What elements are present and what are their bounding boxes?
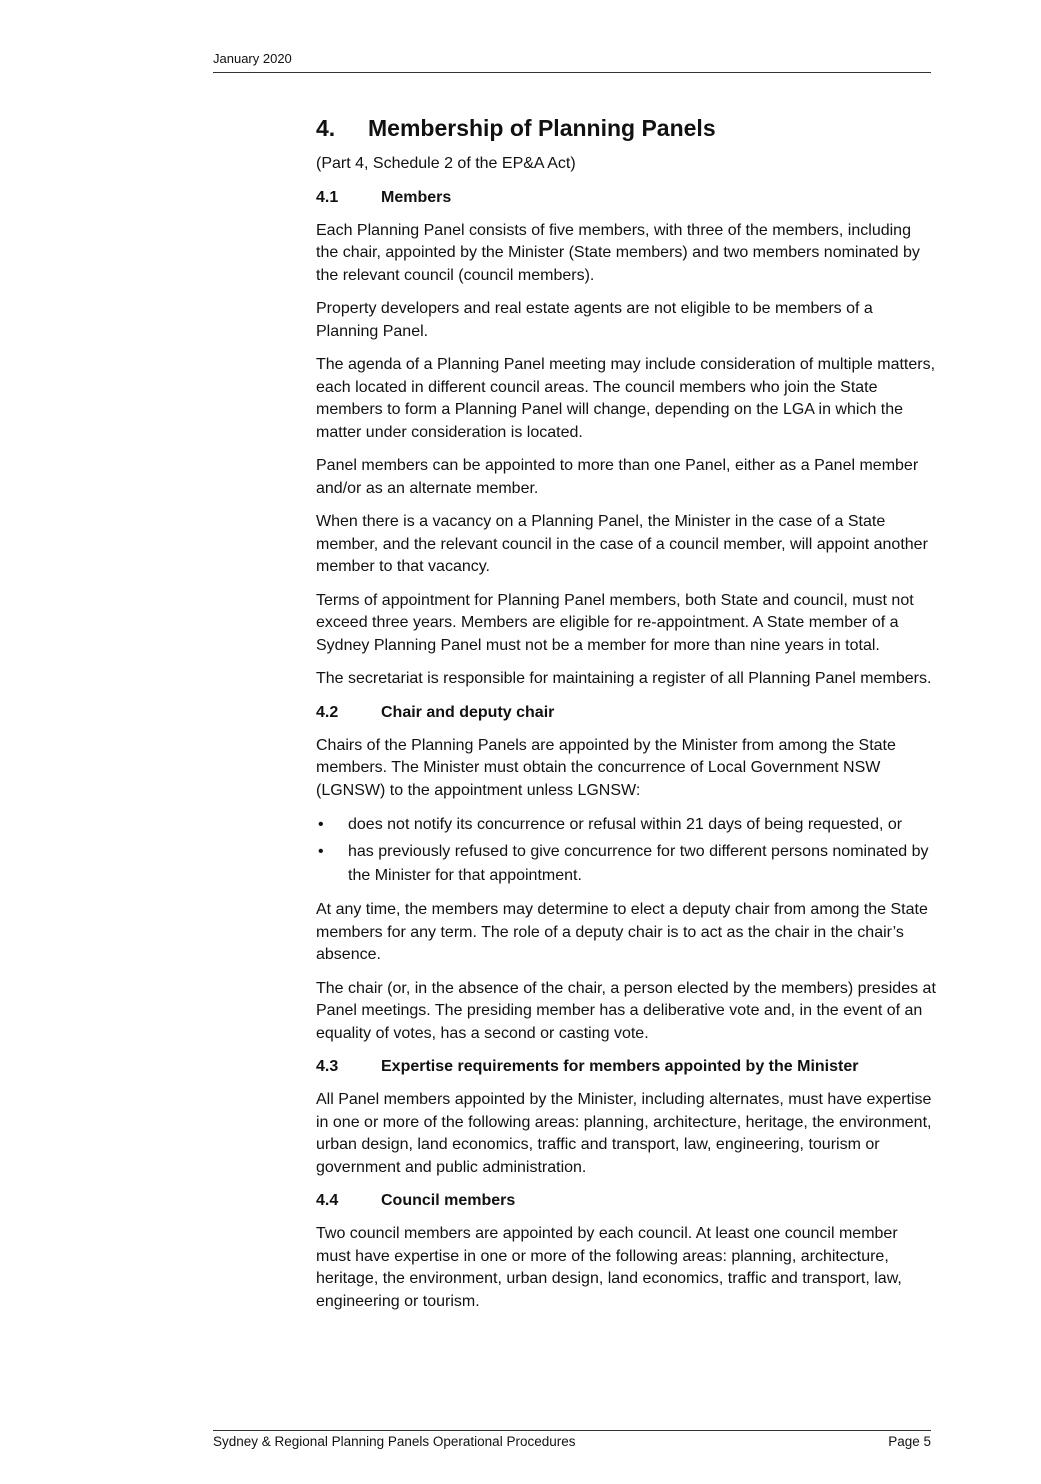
page-content xyxy=(316,112,936,1324)
list-item xyxy=(316,840,936,888)
bullet-list xyxy=(316,813,936,888)
paragraph: The chair (or, in the absence of the chair, a person elected by the members) presides at Panel meetings. The presiding member has a deliberative vote and, in the event of an equality of votes, has a second or casting vote. xyxy=(316,979,936,1042)
paragraph: Terms of appointment for Planning Panel members, both State and council, must not exceed three years. Members are eligible for re-appointment. A State member of a Sydney Planning Panel must not be a member for more than nine years in total. xyxy=(316,591,914,654)
subsection-title: Chair and deputy chair xyxy=(381,703,555,721)
subsection-heading-members xyxy=(316,187,936,209)
subsection-title: Members xyxy=(381,188,452,206)
subsection-heading-chair xyxy=(316,702,936,724)
paragraph: The agenda of a Planning Panel meeting may include consideration of multiple matters, each located in different council areas. The council members who join the State members to form a Planning Panel will change, depending on the LGA in which the matter under consideration is located. xyxy=(316,356,936,441)
footer-document-title: Sydney & Regional Planning Panels Operational Procedures xyxy=(213,1434,576,1449)
paragraph: At any time, the members may determine to elect a deputy chair from among the State members for any term. The role of a deputy chair is to act as the chair in the chair’s absence. xyxy=(316,901,928,963)
list-item-text: does not notify its concurrence or refusal within 21 days of being requested, or xyxy=(348,816,903,833)
paragraph: Two council members are appointed by each council. At least one council member must have expertise in one or more of the following areas: planning, architecture, heritage, the environment, urban design, land economics, traffic and transport, law, engineering or tourism. xyxy=(316,1225,902,1310)
subsection-title: Council members xyxy=(381,1192,516,1209)
list-item-text: has previously refused to give concurrence for two different persons nominated by the Minister for that appointment. xyxy=(348,843,929,884)
section-heading xyxy=(316,112,936,144)
subsection-heading-council-members xyxy=(316,1190,936,1212)
subsection-number: 4.4 xyxy=(316,1192,339,1209)
running-footer xyxy=(213,1430,931,1452)
subsection-number: 4.1 xyxy=(316,188,339,206)
header-date: January 2020 xyxy=(213,51,292,66)
subsection-title: Expertise requirements for members appointed by the Minister xyxy=(381,1058,859,1075)
section-number: 4. xyxy=(316,115,336,141)
paragraph: Chairs of the Planning Panels are appointed by the Minister from among the State members. The Minister must obtain the concurrence of Local Government NSW (LGNSW) to the appointment unless LGNSW: xyxy=(316,736,896,799)
paragraph: The secretariat is responsible for maintaining a register of all Planning Panel members. xyxy=(316,670,932,687)
paragraph: All Panel members appointed by the Minister, including alternates, must have expertise in one or more of the following areas: planning, architecture, heritage, the environment, urban design, land economics, traffic and transport, law, engineering, tourism or government and public administration. xyxy=(316,1091,932,1176)
page-number: Page 5 xyxy=(888,1434,931,1449)
paragraph: When there is a vacancy on a Planning Panel, the Minister in the case of a State member, and the relevant council in the case of a council member, will appoint another member to that vacancy. xyxy=(316,513,928,575)
paragraph: Property developers and real estate agents are not eligible to be members of a Planning Panel. xyxy=(316,300,873,340)
subsection-number: 4.2 xyxy=(316,703,339,721)
section-reference: (Part 4, Schedule 2 of the EP&A Act) xyxy=(316,155,576,172)
bullet-icon: • xyxy=(318,843,324,860)
running-header xyxy=(213,50,931,73)
list-item xyxy=(316,813,936,837)
bullet-icon: • xyxy=(318,816,324,833)
paragraph: Each Planning Panel consists of five members, with three of the members, including the chair, appointed by the Minister (State members) and two members nominated by the relevant council (council members). xyxy=(316,221,920,284)
subsection-number: 4.3 xyxy=(316,1058,339,1075)
paragraph: Panel members can be appointed to more than one Panel, either as a Panel member and/or as an alternate member. xyxy=(316,457,919,497)
section-title: Membership of Planning Panels xyxy=(368,115,716,141)
subsection-heading-expertise xyxy=(316,1056,936,1078)
